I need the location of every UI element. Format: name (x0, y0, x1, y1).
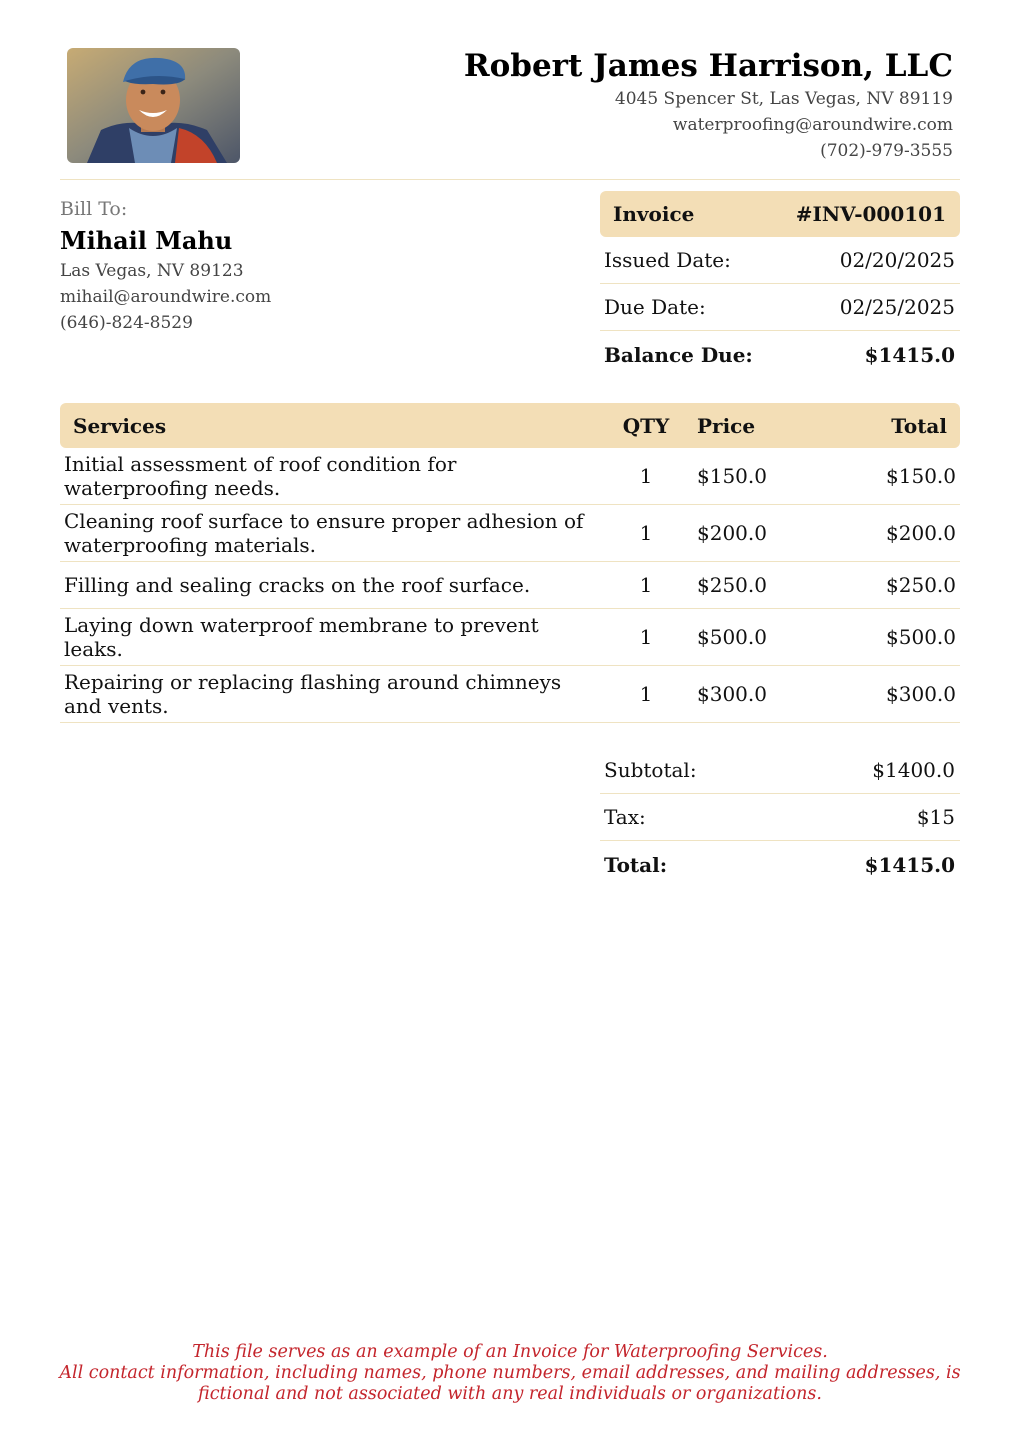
company-email: waterproofing@aroundwire.com (672, 115, 953, 135)
service-description: Laying down waterproof membrane to prevent leaks. (64, 613, 539, 661)
disclaimer-line-1: This file serves as an example of an Invoice for Waterproofing Services. (192, 1342, 828, 1362)
service-description: Cleaning roof surface to ensure proper adhesion of waterproofing materials. (64, 509, 584, 557)
services-table-header (60, 403, 960, 448)
tax-row (600, 794, 960, 841)
issued-date-label: Issued Date: (604, 248, 731, 272)
invoice-number: #INV-000101 (795, 202, 946, 226)
service-price: $250.0 (697, 573, 767, 597)
service-total: $250.0 (886, 573, 956, 597)
tax-value: $15 (916, 805, 955, 829)
due-date-row (600, 284, 960, 331)
disclaimer-line-2: All contact information, including names, phone numbers, email addresses, and mailing addresses, is (59, 1363, 961, 1383)
service-description: Initial assessment of roof condition for waterproofing needs. (64, 452, 457, 500)
invoice-label: Invoice (613, 202, 695, 226)
services-table (60, 403, 960, 723)
table-row (60, 609, 960, 666)
client-address: Las Vegas, NV 89123 (60, 261, 244, 281)
subtotal-label: Subtotal: (604, 758, 697, 782)
total-value: $1415.0 (864, 852, 955, 877)
service-qty: 1 (639, 682, 653, 706)
balance-due-row (600, 331, 960, 378)
tax-label: Tax: (604, 805, 646, 829)
balance-due-label: Balance Due: (604, 342, 753, 367)
header-total: Total (891, 413, 947, 438)
service-total: $500.0 (886, 625, 956, 649)
table-row (60, 666, 960, 723)
issued-date-row (600, 237, 960, 284)
bill-to-section (60, 196, 480, 336)
totals-section (600, 747, 960, 888)
service-description: Filling and sealing cracks on the roof surface. (64, 573, 531, 597)
service-price: $200.0 (697, 521, 767, 545)
subtotal-value: $1400.0 (872, 758, 955, 782)
service-qty: 1 (639, 573, 653, 597)
company-name: Robert James Harrison, LLC (463, 48, 953, 84)
table-row (60, 505, 960, 562)
service-description: Repairing or replacing flashing around chimneys and vents. (64, 670, 562, 718)
bill-to-label: Bill To: (60, 198, 128, 220)
invoice-meta (600, 191, 960, 378)
company-address: 4045 Spencer St, Las Vegas, NV 89119 (614, 89, 953, 109)
header-qty: QTY (622, 413, 670, 438)
table-row (60, 448, 960, 505)
header-services: Services (73, 413, 167, 438)
invoice-number-header (600, 191, 960, 237)
service-qty: 1 (639, 521, 653, 545)
service-price: $500.0 (697, 625, 767, 649)
company-photo (67, 48, 240, 163)
subtotal-row (600, 747, 960, 794)
worker-portrait-image (67, 48, 240, 163)
client-email: mihail@aroundwire.com (60, 287, 272, 307)
disclaimer-line-3: fictional and not associated with any real individuals or organizations. (198, 1384, 822, 1404)
service-qty: 1 (639, 464, 653, 488)
service-price: $300.0 (697, 682, 767, 706)
company-phone: (702)-979-3555 (820, 141, 953, 161)
balance-due-value: $1415.0 (864, 342, 955, 367)
service-total: $300.0 (886, 682, 956, 706)
invoice-header (60, 38, 960, 180)
client-phone: (646)-824-8529 (60, 313, 193, 333)
header-price: Price (697, 413, 756, 438)
service-price: $150.0 (697, 464, 767, 488)
service-qty: 1 (639, 625, 653, 649)
due-date-label: Due Date: (604, 295, 706, 319)
service-total: $200.0 (886, 521, 956, 545)
service-total: $150.0 (886, 464, 956, 488)
client-name: Mihail Mahu (60, 226, 233, 255)
total-label: Total: (604, 852, 668, 877)
due-date-value: 02/25/2025 (839, 295, 955, 319)
company-info (464, 46, 953, 164)
total-row (600, 841, 960, 888)
disclaimer-note (20, 1342, 1000, 1405)
table-row (60, 562, 960, 609)
issued-date-value: 02/20/2025 (839, 248, 955, 272)
